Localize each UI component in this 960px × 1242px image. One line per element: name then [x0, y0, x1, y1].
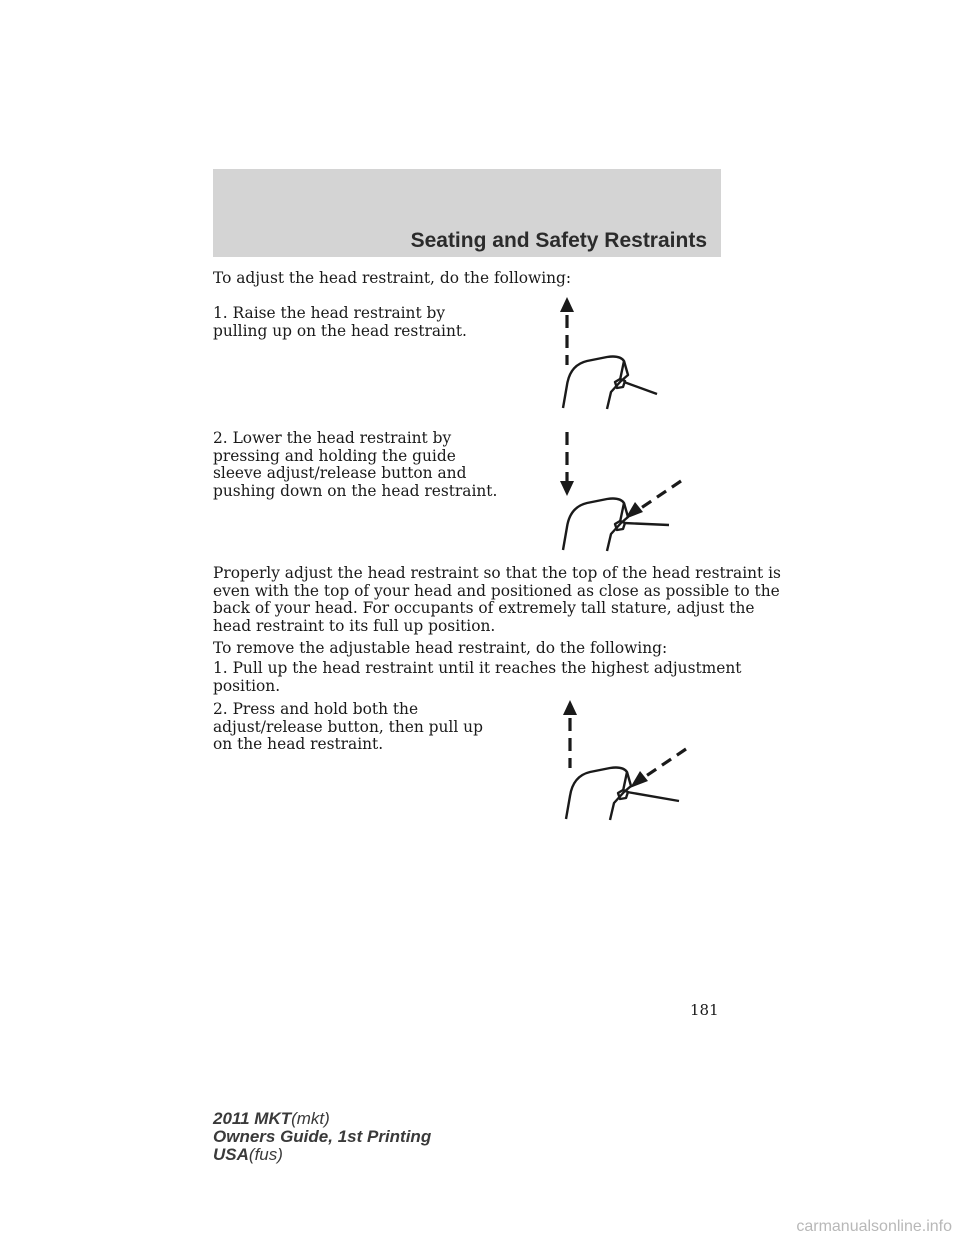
- up-arrow-icon: [560, 297, 574, 312]
- step-lower-text: 2. Lower the head restraint by pressing and holding the guide sleeve adjust/release button and pushing down on the head restraint.: [213, 429, 498, 500]
- section-title: Seating and Safety Restraints: [410, 229, 707, 252]
- up-arrow-icon: [563, 700, 577, 715]
- head-restraint-icon: [563, 357, 657, 410]
- page-number: 181: [690, 1001, 719, 1019]
- section-header-band: [213, 169, 721, 257]
- lower-head-restraint-illustration: [545, 430, 690, 552]
- properly-adjust-text: Properly adjust the head restraint so that the top of the head restraint is even with the top of your head and positioned as close as possible to the back of your head. For occupants of extremely tall stature, adjust the head restraint to its full up position.: [213, 564, 781, 635]
- footer-print-info: 2011 MKT(mkt) Owners Guide, 1st Printing USA(fus): [213, 1109, 432, 1164]
- step-pull-up-text: 1. Pull up the head restraint until it reaches the highest adjustment position.: [213, 659, 742, 695]
- head-restraint-icon: [566, 768, 679, 821]
- remove-head-restraint-illustration: [548, 700, 693, 822]
- head-restraint-icon: [563, 499, 669, 552]
- down-arrow-icon: [560, 481, 574, 496]
- step-press-hold-text: 2. Press and hold both the adjust/release button, then pull up on the head restraint.: [213, 700, 483, 753]
- site-watermark: carmanualsonline.info: [796, 1218, 952, 1235]
- raise-head-restraint-illustration: [545, 297, 675, 415]
- intro-adjust-text: To adjust the head restraint, do the following:: [213, 269, 572, 287]
- intro-remove-text: To remove the adjustable head restraint, do the following:: [213, 639, 668, 657]
- step-raise-text: 1. Raise the head restraint by pulling up on the head restraint.: [213, 304, 467, 340]
- diagonal-arrow-icon: [630, 771, 648, 788]
- diagonal-arrow-icon: [625, 502, 643, 519]
